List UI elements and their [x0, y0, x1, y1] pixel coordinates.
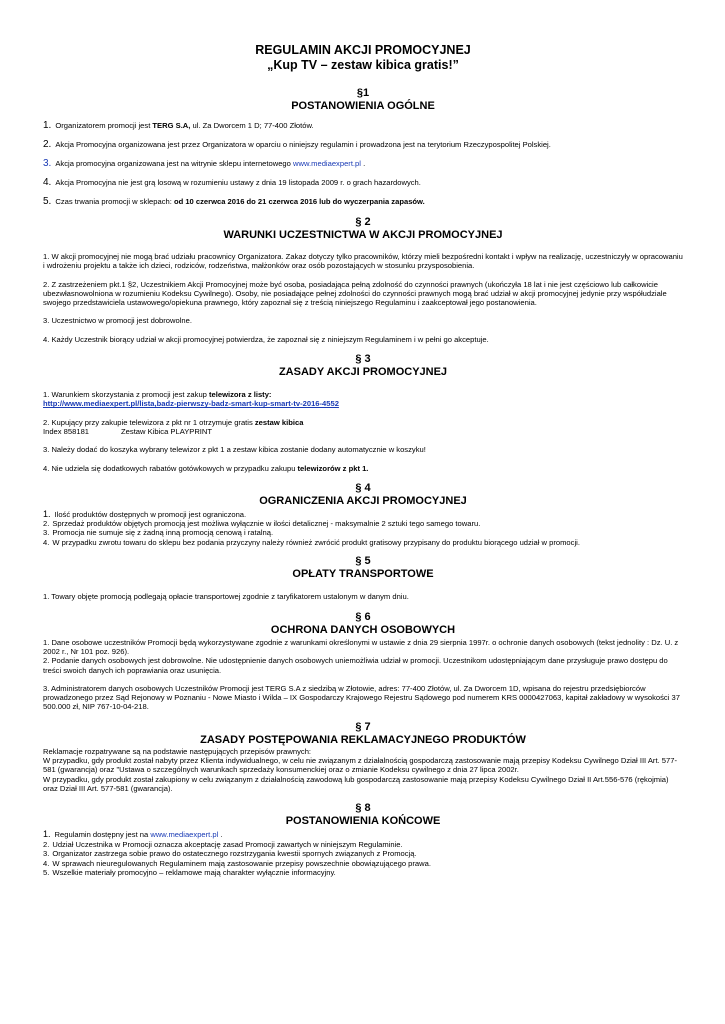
list-item: 1. Organizatorem promocji jest TERG S.A, ul. Za Dworcem 1 D; 77-400 Złotów.	[43, 120, 314, 131]
section-3-heading	[43, 353, 683, 379]
list-item: 2. Akcja Promocyjna organizowana jest przez Organizatora w oparciu o niniejszy regulamin i prowadzona jest na terytorium Rzeczypospolitej Polskiej.	[43, 139, 551, 150]
section-4-heading	[43, 482, 683, 508]
list-item: 2. Sprzedaż produktów objętych promocją jest możliwa wyłącznie w ilości detalicznej - maksymalnie 2 sztuki tego samego towaru.	[43, 518, 481, 528]
paragraph: 1. Dane osobowe uczestników Promocji będą wykorzystywane zgodnie z warunkami określonymi w ustawie z dnia 29 sierpnia 1997r. o ochronie danych osobowych (tekst jednolity : Dz. U. z 2002 r., Nr 101 poz. 926).	[43, 637, 679, 656]
list-item: 4. Akcja Promocyjna nie jest grą losową w rozumieniu ustawy z dnia 19 listopada 2009 r. o grach hazardowych.	[43, 177, 421, 188]
list-item: 3. Promocja nie sumuje się z żadną inną promocją cenową i ratalną.	[43, 528, 274, 538]
product-index: Index 858181	[43, 426, 90, 436]
list-item: 4. W przypadku zwrotu towaru do sklepu bez podania przyczyny należy również zwrócić produkt gratisowy przypisany do produktu biorącego udział w promocji.	[43, 537, 580, 547]
list-item: 2. Udział Uczestnika w Promocji oznacza akceptację zasad Promocji zawartych w niniejszym Regulaminie.	[43, 839, 403, 849]
paragraph: 1. Warunkiem skorzystania z promocji jest zakup telewizora z listy: http://www.mediaexpert.pl/lista,badz-pierwszy-badz-smart-kup-smart-tv-2016-4552	[43, 390, 339, 409]
list-item: 1. Ilość produktów dostępnych w promocji jest ograniczona.	[43, 508, 247, 519]
paragraph: Reklamacje rozpatrywane są na podstawie następujących przepisów prawnych:	[43, 746, 312, 756]
paragraph: 2. Kupujący przy zakupie telewizora z pkt nr 1 otrzymuje gratis zestaw kibica Index 858181 Zestaw Kibica PLAYPRINT	[43, 417, 304, 436]
section-number: § 7	[355, 720, 371, 733]
section-number: § 6	[355, 610, 371, 623]
section-title: OGRANICZENIA AKCJI PROMOCYJNEJ	[259, 494, 467, 507]
section-number: § 8	[355, 802, 371, 815]
paragraph: 1. Towary objęte promocją podlegają opłacie transportowej zgodnie z taryfikatorem ustalonym w danym dniu.	[43, 592, 409, 602]
paragraph: W przypadku, gdy produkt został zakupiony w celu związanym z działalnością zawodową lub gospodarczą zastosowanie mają przepisy Kodeksu Cywilnego Dział II Art.556-576 (rękojmia) oraz Dział III Art. 577-581 (gwarancja).	[43, 774, 669, 793]
section-6-heading	[43, 611, 683, 637]
document-content	[43, 43, 683, 878]
section-5-heading	[43, 555, 683, 581]
section-title: ZASADY POSTĘPOWANIA REKLAMACYJNEGO PRODUKTÓW	[200, 733, 526, 746]
section-8-heading	[43, 802, 683, 828]
mediaexpert-link[interactable]: www.mediaexpert.pl	[293, 159, 361, 168]
mediaexpert-link[interactable]: www.mediaexpert.pl	[150, 830, 219, 840]
product-name: Zestaw Kibica PLAYPRINT	[121, 426, 213, 436]
paragraph: 2. Podanie danych osobowych jest dobrowolne. Nie udostępnienie danych osobowych uniemożliwia udział w promocji. Uczestnikom udostępniającym dane przysługuje prawo dostępu do treści swoich danych ich poprawiania oraz usunięcia.	[43, 656, 668, 675]
section-number: § 2	[355, 216, 371, 228]
paragraph: 3. Należy dodać do koszyka wybrany telewizor z pkt 1 a zestaw kibica zostanie dodany automatycznie w koszyku!	[43, 445, 426, 455]
section-number: § 4	[355, 481, 371, 494]
section-title: POSTANOWIENIA OGÓLNE	[291, 100, 435, 112]
paragraph: 3. Uczestnictwo w promocji jest dobrowolne.	[43, 316, 192, 326]
section-number: § 5	[355, 555, 371, 568]
section-title: WARUNKI UCZESTNICTWA W AKCJI PROMOCYJNEJ	[223, 229, 503, 241]
paragraph: 4. Nie udziela się dodatkowych rabatów gotówkowych w przypadku zakupu telewizorów z pkt 1.	[43, 463, 369, 473]
paragraph: W przypadku, gdy produkt został nabyty przez Klienta indywidualnego, w celu nie związanym z działalnością gospodarczą zastosowanie mają przepisy Kodeksu Cywilnego Dział III Art. 577-581 (gwarancja) oraz "Ustawa o szczególnych warunkach sprzedaży konsumenckiej oraz o zmianie Kodeksu cywilnego z dnia 27 lipca 2002r.	[43, 756, 677, 775]
section-number: §1	[356, 87, 370, 99]
list-item: 1. Regulamin dostępny jest na www.mediaexpert.pl .	[43, 829, 223, 840]
section-1-heading	[43, 87, 683, 113]
section-title: OPŁATY TRANSPORTOWE	[292, 568, 434, 581]
paragraph: 4. Każdy Uczestnik biorący udział w akcji promocyjnej potwierdza, że zapoznał się z niniejszym Regulaminem i w pełni go akceptuje.	[43, 334, 489, 344]
section-title: ZASADY AKCJI PROMOCYJNEJ	[278, 366, 448, 379]
paragraph: 1. W akcji promocyjnej nie mogą brać udziału pracownicy Organizatora. Zakaz dotyczy tylko pracowników, którzy mieli bezpośredni kontakt i wpływ na realizację, uczestniczyły w opracowaniu i wdrożeniu projektu a także ich dzieci, rodziców, rodzeństwa, małżonków oraz osób pozostających w stosunku przysposobienia.	[43, 252, 683, 271]
title-line-2: „Kup TV – zestaw kibica gratis!”	[267, 58, 459, 72]
section-number: § 3	[355, 353, 371, 366]
list-item: 3. Akcja promocyjna organizowana jest na witrynie sklepu internetowego www.mediaexpert.pl .	[43, 158, 366, 169]
section-title: POSTANOWIENIA KOŃCOWE	[285, 815, 441, 828]
paragraph: 2. Z zastrzeżeniem pkt.1 §2, Uczestnikiem Akcji Promocyjnej może być osoba, posiadająca pełną zdolność do czynności prawnych (ukończyła 18 lat i nie jest częściowo lub całkowicie ubezwłasnowolniona w rozumieniu Kodeksu Cywilnego). Osoby, nie posiadające pełnej zdolności do czynności prawnych mogą brać udział w akcji promocyjnej jedynie przy współudziale swojego przedstawiciela ustawowego/opiekuna prawnego, który zapoznał się z treścią niniejszego Regulaminu i zaakceptował jego postanowienia.	[43, 279, 667, 308]
section-2-heading	[43, 216, 683, 242]
tv-list-link[interactable]: http://www.mediaexpert.pl/lista,badz-pierwszy-badz-smart-kup-smart-tv-2016-4552	[43, 399, 339, 409]
list-item: 5. Czas trwania promocji w sklepach: od 10 czerwca 2016 do 21 czerwca 2016 lub do wyczerpania zapasów.	[43, 196, 425, 207]
title-line-1: REGULAMIN AKCJI PROMOCYJNEJ	[255, 43, 471, 57]
list-item: 5. Wszelkie materiały promocyjno – reklamowe mają charakter wyłącznie informacyjny.	[43, 868, 336, 878]
paragraph: 3. Administratorem danych osobowych Uczestników Promocji jest TERG S.A z siedzibą w Złotowie, adres: 77-400 Złotów, ul. Za Dworcem 1D, wpisana do rejestru przedsiębiorców prowadzonego przez Sąd Rejonowy w Poznaniu - Nowe Miasto i Wilda – IX Gospodarczy Krajowego Rejestru Sądowego pod numerem KRS 0000427063, kapitał zakładowy w wysokości 37 500.000 zł, NIP 767-10-04-218.	[43, 683, 680, 712]
section-title: OCHRONA DANYCH OSOBOWYCH	[270, 623, 456, 636]
section-7-heading	[43, 721, 683, 747]
list-item: 3. Organizator zastrzega sobie prawo do ostatecznego rozstrzygania kwestii spornych związanych z Promocją.	[43, 849, 417, 859]
document-title	[43, 43, 683, 73]
list-item: 4. W sprawach nieuregulowanych Regulaminem mają zastosowanie przepisy powszechnie obowiązującego prawa.	[43, 858, 431, 868]
